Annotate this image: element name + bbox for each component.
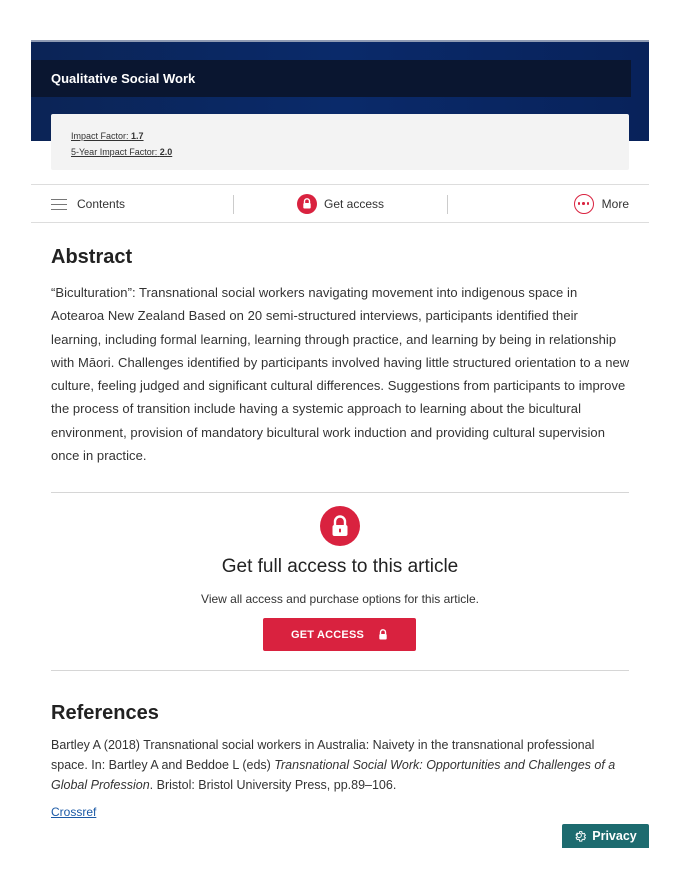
impact-factor-label: Impact Factor:: [71, 131, 129, 141]
lock-icon: [297, 194, 317, 214]
divider: [51, 492, 629, 493]
get-access-button[interactable]: [297, 185, 384, 222]
access-panel-title: Get full access to this article: [221, 556, 459, 577]
references-heading: References: [51, 702, 159, 724]
divider: [51, 670, 629, 671]
get-access-cta-button[interactable]: [263, 618, 416, 651]
reference-item: [51, 735, 631, 795]
abstract-text: “Biculturation”: Transnational social workers navigating movement into indigenous space in Aotearoa New Zealand Based on 20 semi-structured interviews, participants identified their learning, including formal learning, learning through practice, and learning by being in relationship with Māori. Challenges identified by participants involved having little structured orientation to a new culture, feeling judged and significant cultural differences. Suggestions from participants to improve the process of transition include having a systemic approach to learning about the bicultural environment, provision of mandatory bicultural work induction and providing cultural supervision once in practice.: [51, 285, 630, 464]
gear-icon: [574, 830, 587, 843]
toolbar-divider: [233, 195, 234, 214]
journal-title-bar: [31, 60, 631, 97]
get-access-label: Get access: [324, 196, 385, 211]
contents-label: Contents: [77, 196, 126, 211]
privacy-label: Privacy: [592, 829, 637, 843]
five-year-impact-factor[interactable]: [71, 144, 629, 160]
lock-icon: [320, 506, 360, 546]
article-toolbar: [31, 184, 649, 223]
more-label: More: [601, 196, 629, 211]
abstract-heading: Abstract: [51, 246, 133, 268]
lock-icon: [378, 629, 388, 640]
crossref-link[interactable]: Crossref: [51, 805, 97, 819]
impact-factor-value: 1.7: [131, 131, 144, 141]
more-button[interactable]: [574, 185, 629, 222]
impact-factor[interactable]: [71, 128, 629, 144]
list-icon: [51, 198, 67, 210]
toolbar-divider: [447, 195, 448, 214]
five-year-impact-label: 5-Year Impact Factor:: [71, 147, 158, 157]
reference-text: Bartley A (2018) Transnational social workers in Australia: Naivety in the transnational professional space. In: Bartley A and Beddoe L (eds): [51, 738, 595, 772]
get-access-cta-label: GET ACCESS: [290, 628, 365, 641]
privacy-button[interactable]: [562, 824, 649, 848]
impact-metrics: [51, 114, 629, 170]
reference-book-title: Transnational Social Work: Opportunities and Challenges of a Global Profession: [51, 758, 616, 792]
contents-button[interactable]: [51, 185, 125, 222]
journal-title[interactable]: Qualitative Social Work: [51, 71, 196, 86]
more-icon: [574, 194, 594, 214]
five-year-impact-value: 2.0: [159, 147, 173, 157]
reference-publisher: . Bristol: Bristol University Press, pp.89–106.: [149, 778, 397, 792]
access-panel-subtitle: View all access and purchase options for this article.: [201, 592, 479, 606]
